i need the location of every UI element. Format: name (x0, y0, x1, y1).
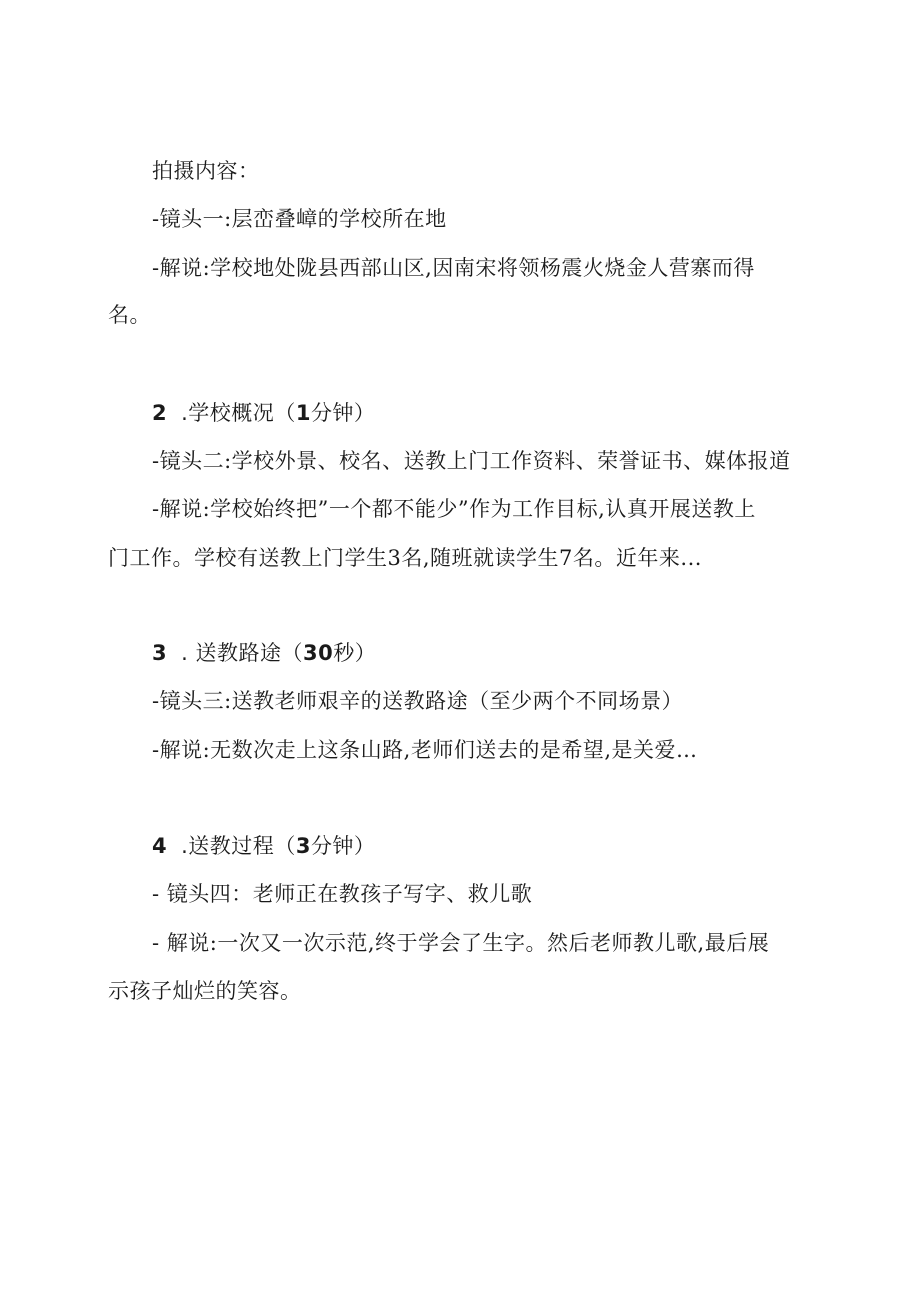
section-three-number: 3 (152, 641, 168, 665)
shooting-content-label: 拍摄内容： (152, 159, 260, 183)
narration-two-line: -解说:学校始终把”一个都不能少”作为工作目标,认真开展送教上 (152, 497, 756, 521)
shot-four-line: - 镜头四：老师正在教孩子写字、救儿歌 (152, 882, 533, 906)
shot-one-line: -镜头一:层峦叠嶂的学校所在地 (152, 207, 447, 231)
narration-four-continuation: 示孩子灿烂的笑容。 (108, 979, 302, 1003)
section-two-number: 2 (152, 401, 168, 425)
section-three-duration: （30秒） (281, 641, 377, 665)
narration-three-line: -解说:无数次走上这条山路,老师们送去的是希望,是关爱… (152, 738, 698, 762)
narration-one-line: -解说:学校地处陇县西部山区,因南宋将领杨震火烧金人营寨而得 (152, 256, 755, 280)
section-three-title: . 送教路途 (181, 641, 282, 665)
narration-two-continuation: 门工作。学校有送教上门学生3名,随班就读学生7名。近年来... (108, 546, 702, 570)
section-two-heading (152, 398, 375, 428)
section-three-heading (152, 638, 376, 668)
shot-two-line: -镜头二:学校外景、校名、送教上门工作资料、荣誉证书、媒体报道 (152, 449, 791, 473)
section-four-duration: （3分钟） (274, 834, 376, 858)
narration-one-continuation: 名。 (108, 303, 151, 327)
section-four-title: .送教过程 (181, 834, 275, 858)
section-four-heading (152, 831, 375, 861)
section-four-number: 4 (152, 834, 168, 858)
narration-four-line: - 解说:一次又一次示范,终于学会了生字。然后老师教儿歌,最后展 (152, 931, 770, 955)
shot-three-line: -镜头三:送教老师艰辛的送教路途（至少两个不同场景） (152, 689, 684, 713)
section-two-duration: （1分钟） (274, 401, 376, 425)
section-two-title: .学校概况 (181, 401, 275, 425)
